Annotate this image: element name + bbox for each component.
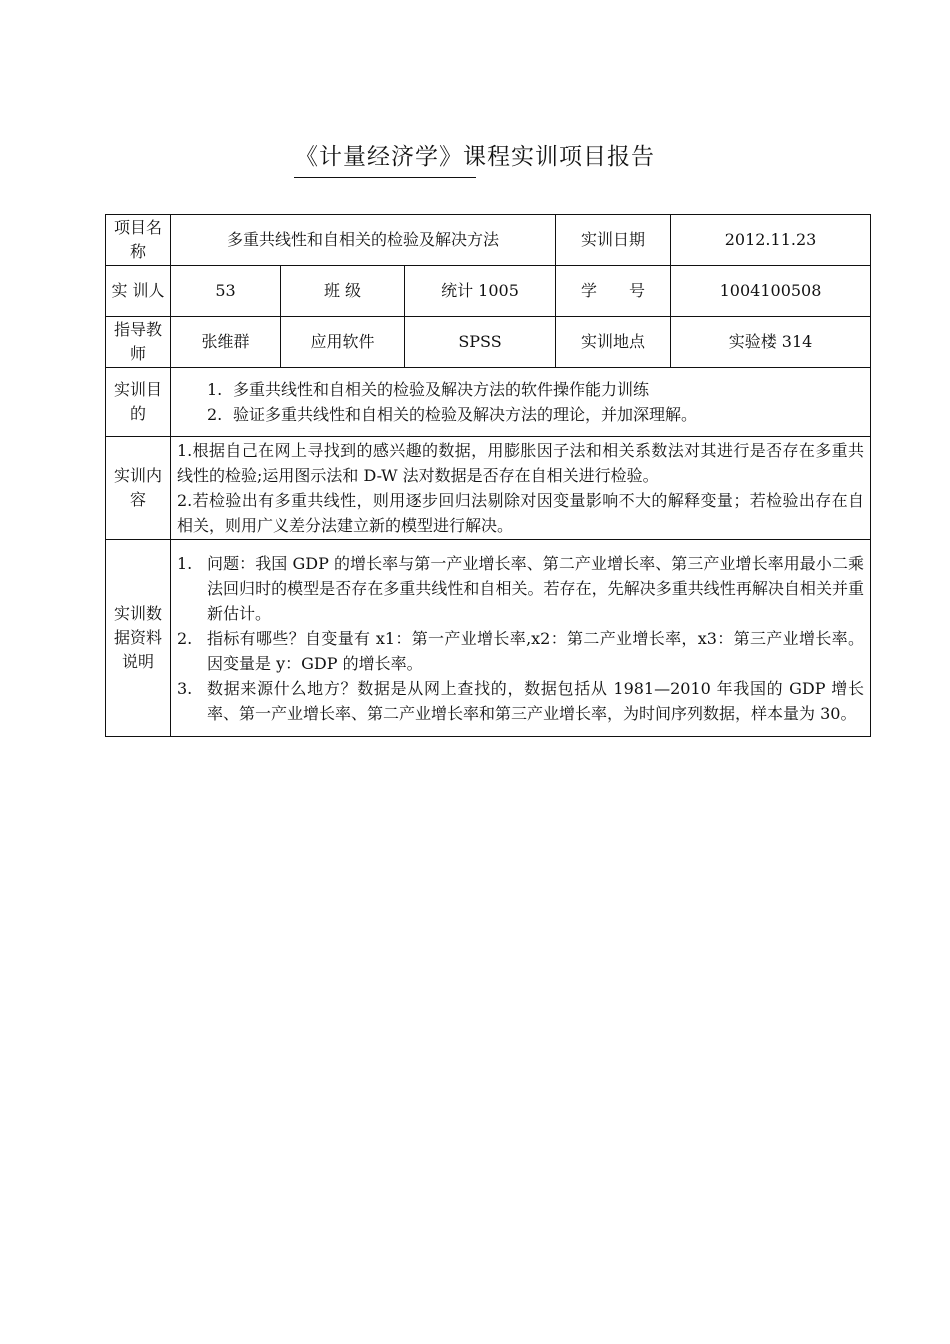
table-row <box>106 215 871 266</box>
list-text: 验证多重共线性和自相关的检验及解决方法的理论，并加深理解。 <box>233 405 698 424</box>
date-label: 实训日期 <box>556 215 671 266</box>
class-label: 班 级 <box>281 266 405 317</box>
place-value: 实验楼 314 <box>671 317 871 368</box>
project-name-label: 项目名称 <box>106 215 171 266</box>
list-number: 1. <box>207 380 223 399</box>
list-number: 1. <box>177 553 193 573</box>
class-value: 统计 1005 <box>405 266 556 317</box>
content-label: 实训内容 <box>106 437 171 540</box>
data-desc-cell <box>171 540 871 737</box>
data-desc-list <box>177 551 864 726</box>
list-item <box>207 402 864 427</box>
content-cell <box>171 437 871 540</box>
list-text: 多重共线性和自相关的检验及解决方法的软件操作能力训练 <box>233 380 650 399</box>
list-item <box>177 676 864 726</box>
list-item <box>177 626 864 676</box>
list-text: 数据来源什么地方？数据是从网上查找的，数据包括从 1981—2010 年我国的 GDP 增长率、第一产业增长率、第二产业增长率和第三产业增长率，为时间序列数据，样本量为 30。 <box>207 678 865 723</box>
list-number: 2. <box>207 405 223 424</box>
table-row <box>106 317 871 368</box>
trainee-label: 实 训人 <box>106 266 171 317</box>
goal-label: 实训目的 <box>106 368 171 437</box>
content-paragraph: 1.根据自己在网上寻找到的感兴趣的数据，用膨胀因子法和相关系数法对其进行是否存在多重共线性的检验;运用图示法和 D-W 法对数据是否存在自相关进行检验。 <box>177 441 865 485</box>
date-value: 2012.11.23 <box>671 215 871 266</box>
data-desc-label: 实训数据资料说明 <box>106 540 171 737</box>
software-value: SPSS <box>405 317 556 368</box>
table-row <box>106 266 871 317</box>
table-row <box>106 540 871 737</box>
list-number: 3. <box>177 678 193 698</box>
goal-cell <box>171 368 871 437</box>
list-number: 2. <box>177 628 193 648</box>
content-paragraph: 2.若检验出有多重共线性，则用逐步回归法剔除对因变量影响不大的解释变量；若检验出存在自相关，则用广义差分法建立新的模型进行解决。 <box>177 491 865 535</box>
list-text: 指标有哪些？自变量有 x1：第一产业增长率,x2：第二产业增长率，x3：第三产业增长率。因变量是 y：GDP 的增长率。 <box>207 628 865 673</box>
project-name-value: 多重共线性和自相关的检验及解决方法 <box>171 215 556 266</box>
goal-list <box>177 377 864 427</box>
page-title: 《计量经济学》课程实训项目报告 <box>295 144 655 170</box>
teacher-label: 指导教师 <box>106 317 171 368</box>
student-id-value: 1004100508 <box>671 266 871 317</box>
list-text: 问题：我国 GDP 的增长率与第一产业增长率、第二产业增长率、第三产业增长率用最小二乘法回归时的模型是否存在多重共线性和自相关。若存在，先解决多重共线性再解决自相关并重新估计。 <box>207 553 865 623</box>
list-item <box>177 551 864 626</box>
list-item <box>207 377 864 402</box>
trainee-value: 53 <box>171 266 281 317</box>
report-table <box>105 214 871 737</box>
table-row <box>106 368 871 437</box>
place-label: 实训地点 <box>556 317 671 368</box>
title-underline <box>294 177 476 178</box>
software-label: 应用软件 <box>281 317 405 368</box>
teacher-value: 张维群 <box>171 317 281 368</box>
table-row <box>106 437 871 540</box>
student-id-label: 学 号 <box>556 266 671 317</box>
